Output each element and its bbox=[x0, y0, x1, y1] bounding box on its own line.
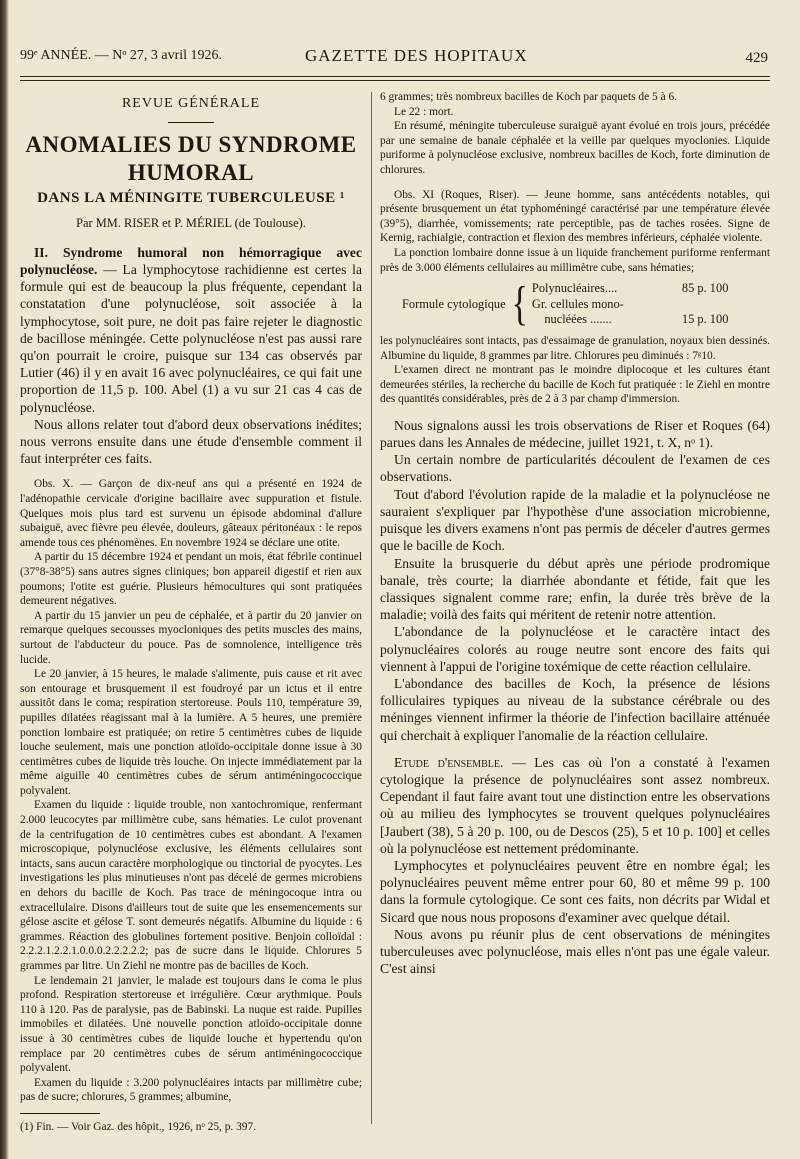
observation-paragraph: Le 22 : mort. bbox=[394, 105, 454, 118]
footnote: (1) Fin. — Voir Gaz. des hôpit., 1926, nᵒ 25, p. 397. bbox=[20, 1120, 257, 1133]
book-spine-shadow bbox=[0, 0, 9, 1159]
column-divider bbox=[371, 92, 372, 1124]
paragraph: L'abondance de la polynucléose et le caractère intact des polynucléaires colorés au rouge neutre sont encore des faits qui viennent à l'appui de l'origine toxémique de cette réaction cellulaire. bbox=[380, 624, 770, 674]
article-subtitle: DANS LA MÉNINGITE TUBERCULEUSE ¹ bbox=[37, 189, 345, 206]
header-rule bbox=[20, 76, 770, 77]
running-header bbox=[20, 44, 768, 74]
formula-label: Formule cytologique bbox=[402, 296, 506, 311]
paragraph: Nous avons pu réunir plus de cent observations de méningites tuberculeuses avec polynucléose, mais elles n'ont pas une égale valeur. C'est ainsi bbox=[380, 926, 770, 977]
observation-paragraph: A partir du 15 décembre 1924 et pendant un mois, état fébrile continuel (37°8-38°5) sans autres signes cliniques; bon appareil digestif et rien aux poumons; l'otite est guérie. Plusieurs hémocultures qui sont pratiquées demeurent négatives. bbox=[20, 551, 362, 608]
subsection-heading: Etude d'ensemble. bbox=[394, 754, 504, 770]
observation-paragraph: Obs. X. — Garçon de dix-neuf ans qui a présenté en 1924 de l'adénopathie cervicale d'origine bacillaire avec suppuration et fistule. Quelques mois plus tard est survenu un épisode abdominal d'allure subaiguë, avec fièvre peu élevée, douleurs, gâteaux péritonéaux : le repos amende tous ces phénomènes. En novembre 1924 se déclare une otite. bbox=[20, 478, 362, 549]
section-dash bbox=[168, 122, 214, 123]
paragraph: Ensuite la brusquerie du début après une période prodromique banale, très courte; la diarrhée abondante et fétide, fait que les classiques signalent comme rare; enfin, la durée très brève de la maladie; voilà des faits qui méritent de retenir notre attention. bbox=[380, 555, 770, 623]
observation-paragraph: La ponction lombaire donne issue à un liquide franchement puriforme renfermant près de 3.000 éléments cellulaires au millimètre cube, sans hématies; bbox=[380, 246, 770, 274]
observation-paragraph: Le lendemain 21 janvier, le malade est toujours dans le coma le plus profond. Respiration stertoreuse et irrégulière. Cœur arythmique. Pouls 110 à 120. Pas de paralysie, pas de Babinski. La nuque est raide. Pupilles immobiles et dilatées. Une nouvelle ponction atloïdo-occipitale donne issue à 30 centimètres cubes de liquide louche et hypertendu qu'on remplace par 20 centimètres cubes de sérum antiméningococcique polyvalent. bbox=[20, 974, 362, 1075]
paragraph: Lymphocytes et polynucléaires peuvent être en nombre égal; les polynucléaires peuvent même entrer pour 60, 80 et même 99 p. 100 dans la formule cytologique. Ce sont ces faits, non décrits par Widal et Sicard que nous nous proposons d'examiner avec quelque détail. bbox=[380, 857, 770, 925]
observation-paragraph: 6 grammes; très nombreux bacilles de Koch par paquets de 5 à 6. bbox=[380, 91, 678, 103]
header-rule-double bbox=[20, 80, 770, 81]
page-number: 429 bbox=[745, 50, 768, 66]
right-column bbox=[380, 90, 770, 977]
formula-row: Gr. cellules mono- bbox=[531, 296, 624, 311]
observation-paragraph: les polynucléaires sont intacts, pas d'essaimage de granulation, noyaux bien dessinés. Albumine du liquide, 8 grammes par litre. Chlorures peu diminués : 7ᵍ10. bbox=[380, 334, 770, 362]
observation-paragraph: Examen du liquide : 3.200 polynucléaires intacts par millimètre cube; pas de sucre; chlorures, 5 grammes; albumine, bbox=[20, 1076, 362, 1104]
paragraph: Nous signalons aussi les trois observations de Riser et Roques (64) parues dans les Annales de médecine, juillet 1921, t. X, nᵒ 1). bbox=[380, 417, 770, 451]
paragraph: Etude d'ensemble. — Les cas où l'on a constaté à l'examen cytologique la présence de polynucléaires sont assez nombreux. Cependant il faut faire avant tout une distinction entre les observations où au milieu des lymphocytes se trouvent quelques polynucléaires [Jaubert (38), 5 à 20 p. 100, ou de Descos (25), 5 et 10 p. 100] et celles où la polynucléose est nettement prédominante. bbox=[380, 754, 770, 856]
journal-title: GAZETTE DES HOPITAUX bbox=[305, 46, 528, 65]
cytology-formula bbox=[402, 277, 770, 330]
authors-line: Par MM. RISER et P. MÉRIEL (de Toulouse). bbox=[76, 216, 306, 231]
observation-paragraph: L'examen direct ne montrant pas le moindre diplocoque et les cultures étant demeurées stériles, la recherche du bacille de Koch fut pratiquée : le Ziehl en montre des quantités considérables, près de 2 à 3 par champ d'immersion. bbox=[380, 364, 770, 406]
article-title: ANOMALIES DU SYNDROME HUMORAL bbox=[25, 131, 357, 185]
observation-paragraph: Obs. XI (Roques, Riser). — Jeune homme, sans antécédents notables, qui présente brusquement un état typhoméningé caractérisé par une température élevée (39°5), diarrhée, vomissements; rate perceptible, pas de taches rosées. Signe de Kernig, rachialgie, contraction et flexion des membres inférieurs, céphalée violente. bbox=[380, 188, 770, 245]
footnote-rule bbox=[20, 1113, 100, 1114]
observation-paragraph: A partir du 15 janvier un peu de céphalée, et à partir du 20 janvier on remarque quelques secousses myocloniques des petits muscles des mains, surtout de l'abducteur du pouce. Pas de somnolence, intelligence très lucide. bbox=[20, 609, 362, 666]
observation-paragraph: Examen du liquide : liquide trouble, non xantochromique, renfermant 2.000 leucocytes par millimètre cube, sans hématies. Le culot provenant de la centrifugation de 10 centimètres cubes est abondant. A l'examen microscopique, polynucléose exclusive, les éléments cellulaires sont intacts, sans aucun caractère morphologique ou tinctorial de pyocytes. Les investigations les plus minutieuses n'ont pas décelé de germes microbiens en dehors du bacille de Koch. Pas trace de méningocoque intra ou extracellulaire. Disons d'ailleurs tout de suite que les ensemencements sur gélose ascite et gélose T. sont demeurés négatifs. Albumine du liquide : 6 grammes. Réaction des globulines fortement positive. Benjoin colloïdal : 2.2.2.1.2.2.1.0.0.0.2.2.2.2.2; pas de sucre dans le liquide. Chlorures 5 grammes par litre. Un Ziehl ne montre pas de bacilles de Koch. bbox=[20, 799, 362, 973]
observation-paragraph: Le 20 janvier, à 15 heures, le malade s'alimente, puis cause et rit avec son entourage et brusquement il est foudroyé par un ictus et il entre aussitôt dans le coma; respiration stertoreuse. Pouls 110, température 39, pupilles dilatées réagissant mal à la lumière. A 5 heures, une première ponction lombaire est pratiquée; on retire 5 centimètres cubes de liquide louche seulement, mais une ponction atloïdo-occipitale donne issue à 30 centimètres cubes de liquide très louche. On injecte immédiatement par la même aiguille 40 centimètres cubes de sérum antiméningococcique polyvalent. bbox=[20, 668, 362, 797]
paragraph: II. Syndrome humoral non hémorragique avec polynucléose. — La lymphocytose rachidienne est certes la formule qui est de beaucoup la plus fréquente, cependant la constatation d'une polynucléose, soit associée à la lymphocytose, soit pure, ne doit pas faire rejeter le diagnostic de bacillose méningée. Cette polynucléose n'est pas aussi rare qu'on pourrait le croire, puisque sur 134 cas observés par Lutier (46) il y en avait 16 avec polynucléaires, ce qui fait une proportion de 11,5 p. 100. Abel (1) a vu sur 21 cas 4 cas de polynucléose. bbox=[20, 244, 362, 415]
paragraph: L'abondance des bacilles de Koch, la présence de lésions folliculaires typiques au niveau de la substance cérébrale ou des méninges viennent infirmer la théorie de l'infection bacillaire atténuée qui cherchait à expliquer l'anomalie de la réaction cellulaire. bbox=[380, 675, 770, 743]
formula-row: Polynucléaires.... 85 p. 100 bbox=[531, 281, 729, 296]
formula-row: nucléées ....... 15 p. 100 bbox=[531, 312, 729, 327]
issue-info: 99ᵉ ANNÉE. — Nᵒ 27, 3 avril 1926. bbox=[20, 48, 223, 63]
observation-paragraph: En résumé, méningite tuberculeuse suraiguë ayant évolué en trois jours, précédée par une semaine de banale céphalée et la veille par quelques myoclonies. Liquide puriforme à polynucléose exclusive, nombreux bacilles de Koch, forte diminution de chlorures. bbox=[380, 120, 770, 176]
brace-glyph: { bbox=[511, 277, 528, 330]
paragraph: Tout d'abord l'évolution rapide de la maladie et la polynucléose ne sauraient s'expliquer par l'hypothèse d'une association microbienne, puisque les divers examens n'ont pas permis de déceler d'autres germes que le bacille de Koch. bbox=[380, 486, 770, 554]
paragraph: Nous allons relater tout d'abord deux observations inédites; nous verrons ensuite dans une étude d'ensemble comment il faut interpréter ces faits. bbox=[20, 416, 362, 467]
left-column bbox=[20, 92, 362, 1135]
section-heading: REVUE GÉNÉRALE bbox=[121, 96, 261, 111]
subsection-heading: II. Syndrome humoral non hémorragique avec polynucléose. bbox=[20, 244, 362, 277]
paragraph: Un certain nombre de particularités découlent de l'examen de ces observations. bbox=[380, 452, 770, 485]
